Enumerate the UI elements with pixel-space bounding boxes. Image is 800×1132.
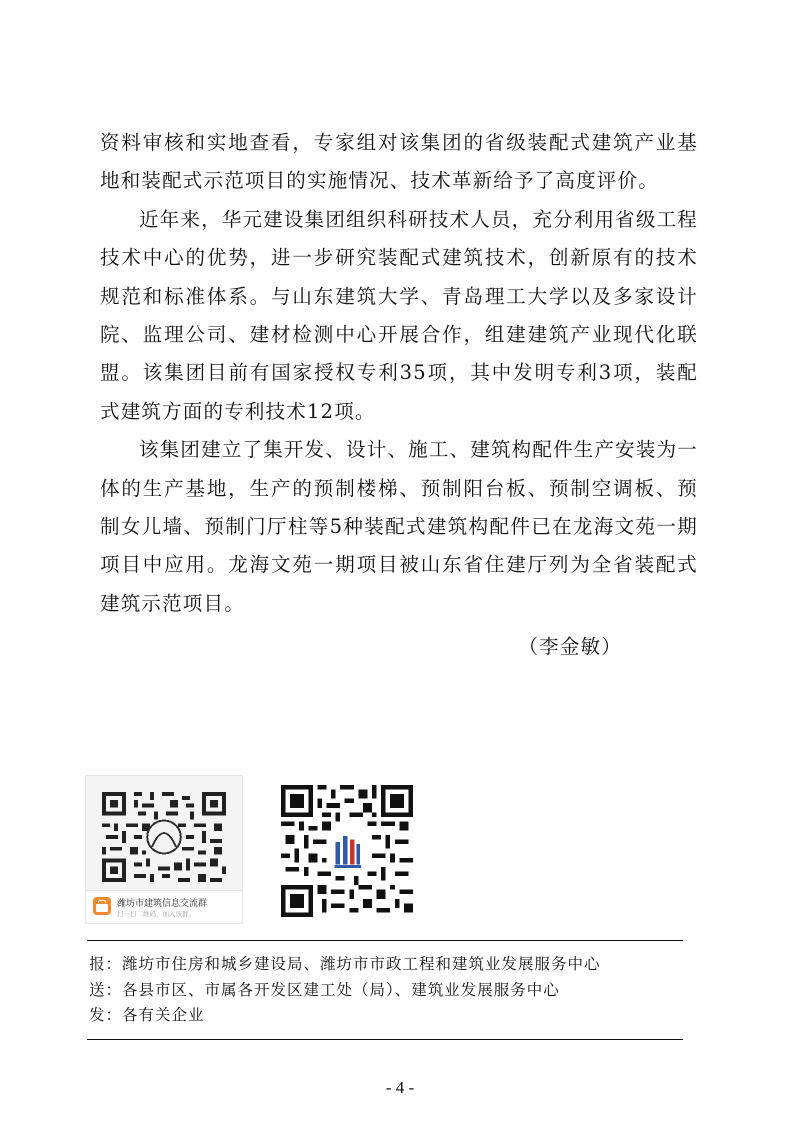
wechat-group-qr-card: [85, 775, 243, 924]
group-name: 潍坊市建筑信息交流群: [117, 898, 208, 908]
paragraph-production-base: 该集团建立了集开发、设计、施工、建筑构配件生产安装为一体的生产基地，生产的预制楼梯、预制阳台板、预制空调板、预制女儿墙、预制门厅柱等5种装配式建筑构配件已在龙海文苑一期项目中应用。龙海文苑一期项目被山东省住建厅列为全省装配式建筑示范项目。: [100, 438, 698, 615]
send-to-line: 送：各县市区、市属各开发区建工处（局）、建筑业发展服务中心: [89, 981, 560, 999]
paragraph-research: 近年来，华元建设集团组织科研技术人员，充分利用省级工程技术中心的优势，进一步研究装配式建筑技术，创新原有的技术规范和标准体系。与山东建筑大学、青岛理工大学以及多家设计院、监理公司、建材检测中心开展合作，组建建筑产业现代化联盟。该集团目前有国家授权专利35项，其中发明专利3项，装配式建筑方面的专利技术12项。: [100, 207, 698, 423]
distribution-list: [87, 940, 683, 1040]
divider-bottom: [87, 1039, 683, 1040]
issue-to-line: 发：各有关企业: [89, 1007, 205, 1024]
official-account-qr-code: [281, 785, 413, 917]
page-number: - 4 -: [385, 1078, 415, 1097]
group-hint: 扫一扫二维码，加入该群。: [117, 911, 195, 918]
report-to-line: 报：潍坊市住房和城乡建设局、潍坊市市政工程和建筑业发展服务中心: [89, 956, 601, 973]
paragraph-continued: 资料审核和实地查看，专家组对该集团的省级装配式建筑产业基地和装配式示范项目的实施情况、技术革新给予了高度评价。: [100, 131, 698, 193]
briefcase-icon: [93, 897, 111, 915]
qr-card-footer: [86, 890, 242, 923]
group-qr-code: [98, 788, 230, 886]
author-byline: （李金敏）: [518, 635, 622, 658]
article-body: [100, 124, 698, 623]
